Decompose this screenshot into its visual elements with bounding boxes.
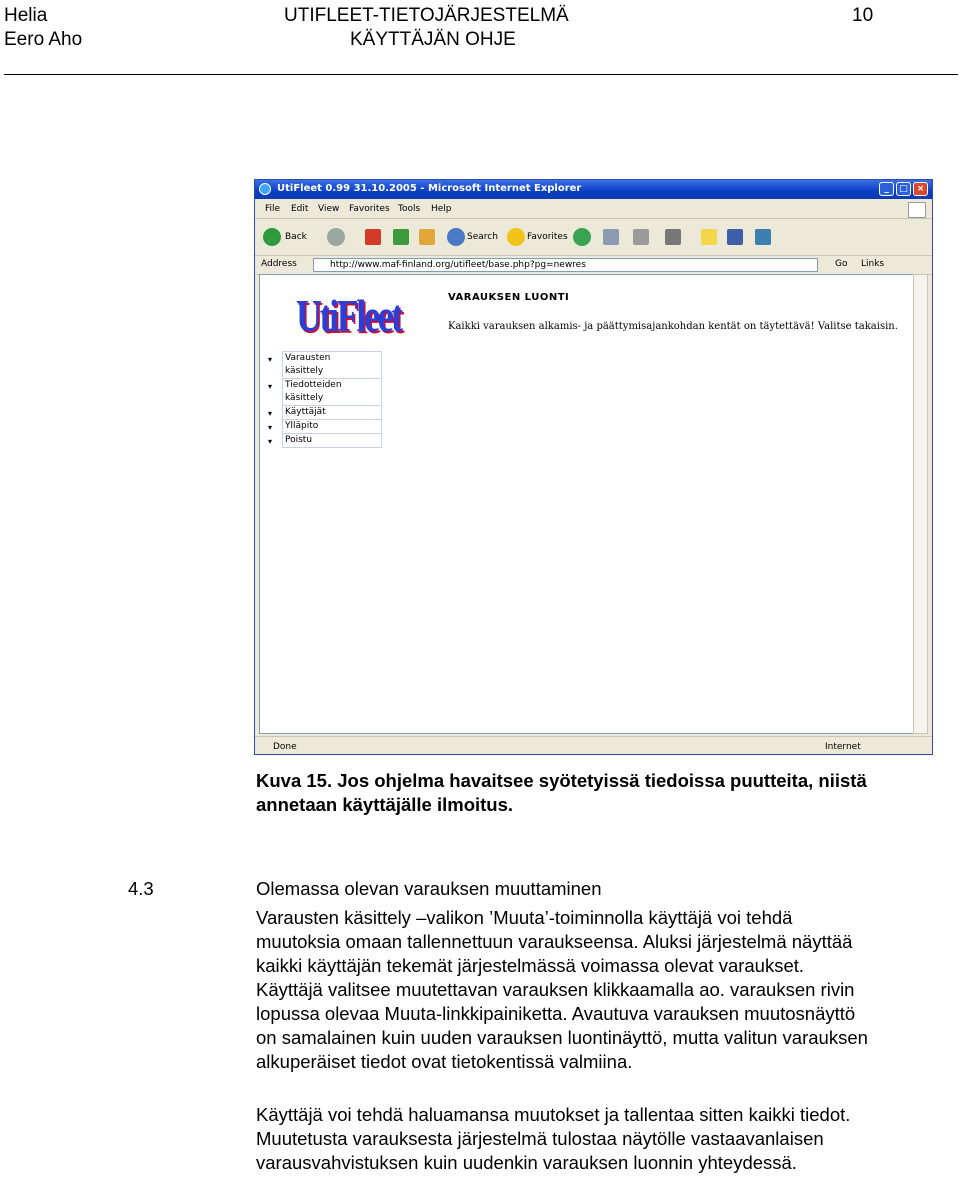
menu-file: File	[265, 204, 281, 214]
text-line: alkuperäiset tiedot ovat tietokentissä valmiina.	[256, 1051, 633, 1072]
address-label: Address	[261, 259, 297, 269]
header-organization: Helia	[4, 5, 48, 26]
nav-item-kayttajat: ▾ Käyttäjät	[282, 405, 382, 419]
menu-help: Help	[431, 204, 452, 214]
go-button: Go	[835, 259, 848, 269]
status-zone: Internet	[825, 742, 861, 752]
nav-item-poistu: ▾ Poistu	[282, 433, 382, 448]
browser-menu-bar	[255, 200, 932, 219]
nav-item-yllapito: ▾ Ylläpito	[282, 419, 382, 433]
text-line: on samalainen kuin uuden varauksen luontinäyttö, mutta valitun varauksen	[256, 1027, 868, 1048]
history-icon	[573, 228, 591, 246]
error-message: Kaikki varauksen alkamis- ja päättymisajankohdan kentät on täytettävä! Valitse takaisin.	[448, 321, 898, 332]
status-bar	[255, 736, 932, 756]
text-line: varausvahvistuksen kuin uudenkin varauksen luonnin yhteydessä.	[256, 1152, 797, 1173]
header-author: Eero Aho	[4, 29, 83, 50]
stop-icon	[365, 229, 381, 245]
text-line: Varausten käsittely –valikon ’Muuta’-toiminnolla käyttäjä voi tehdä	[256, 907, 793, 928]
section-number: 4.3	[128, 878, 154, 899]
page-title: VARAUKSEN LUONTI	[448, 292, 570, 303]
messenger-icon	[755, 229, 771, 245]
nav-item-label: ▾ Varausten käsittely	[285, 353, 331, 376]
discuss-icon	[701, 229, 717, 245]
links-label: Links	[861, 259, 885, 269]
nav-item-tiedotteiden	[282, 378, 382, 405]
forward-icon	[327, 228, 345, 246]
header-document-subtitle: KÄYTTÄJÄN OHJE	[350, 29, 516, 50]
nav-menu	[282, 351, 382, 448]
search-label: Search	[467, 232, 498, 242]
text-line: Käyttäjä voi tehdä haluamansa muutokset ja tallentaa sitten kaikki tiedot.	[256, 1104, 851, 1125]
menu-favorites: Favorites	[349, 204, 390, 214]
browser-title-bar	[255, 180, 932, 199]
browser-content	[259, 274, 914, 734]
refresh-icon	[393, 229, 409, 245]
home-icon	[419, 229, 435, 245]
header-rule	[4, 74, 958, 75]
section-title: Olemassa olevan varauksen muuttaminen	[256, 878, 602, 899]
paragraph-1	[256, 906, 956, 1074]
research-icon	[727, 229, 743, 245]
text-line: lopussa olevaa Muuta-linkkipainiketta. Avautuva varauksen muutosnäyttö	[256, 1003, 856, 1024]
vertical-scrollbar	[913, 274, 928, 734]
header-document-title: UTIFLEET-TIETOJÄRJESTELMÄ	[284, 5, 569, 26]
page-number: 10	[852, 5, 874, 26]
caption-line: Kuva 15. Jos ohjelma havaitsee syötetyissä tiedoissa puutteita, niistä	[256, 770, 867, 791]
status-done: Done	[273, 742, 297, 752]
browser-window-title: UtiFleet 0.99 31.10.2005 - Microsoft Internet Explorer	[277, 183, 582, 194]
figure-caption	[256, 769, 956, 817]
text-line: Käyttäjä valitsee muutettavan varauksen klikkaamalla ao. varauksen rivin	[256, 979, 855, 1000]
print-icon	[633, 229, 649, 245]
text-line: kaikki käyttäjän tekemät järjestelmässä voimassa olevat varaukset.	[256, 955, 805, 976]
ie-icon	[259, 183, 271, 195]
browser-screenshot	[254, 179, 933, 755]
search-icon	[447, 228, 465, 246]
windows-flag-icon	[908, 202, 926, 218]
text-line: Muutetusta varauksesta järjestelmä tulostaa näytölle vastaavanlaisen	[256, 1128, 824, 1149]
menu-edit: Edit	[291, 204, 309, 214]
favorites-label: Favorites	[527, 232, 568, 242]
maximize-icon: □	[896, 182, 911, 196]
back-icon	[263, 228, 281, 246]
mail-icon	[603, 229, 619, 245]
address-bar	[255, 256, 932, 275]
address-field	[313, 258, 818, 272]
browser-toolbar	[255, 219, 932, 256]
menu-tools: Tools	[398, 204, 421, 214]
address-url: http://www.maf-finland.org/utifleet/base.php?pg=newres	[330, 260, 586, 270]
minimize-icon: _	[879, 182, 894, 196]
nav-item-varausten	[282, 351, 382, 378]
back-label: Back	[285, 232, 307, 242]
utifleet-logo: UtiFleet	[296, 290, 401, 341]
menu-view: View	[318, 204, 340, 214]
caption-line: annetaan käyttäjälle ilmoitus.	[256, 794, 514, 815]
favorites-icon	[507, 228, 525, 246]
edit-icon	[665, 229, 681, 245]
close-icon: ×	[913, 182, 928, 196]
text-line: muutoksia omaan tallennettuun varaukseensa. Aluksi järjestelmä näyttää	[256, 931, 853, 952]
nav-item-label: ▾ Tiedotteiden käsittely	[285, 380, 342, 403]
paragraph-2	[256, 1103, 956, 1175]
